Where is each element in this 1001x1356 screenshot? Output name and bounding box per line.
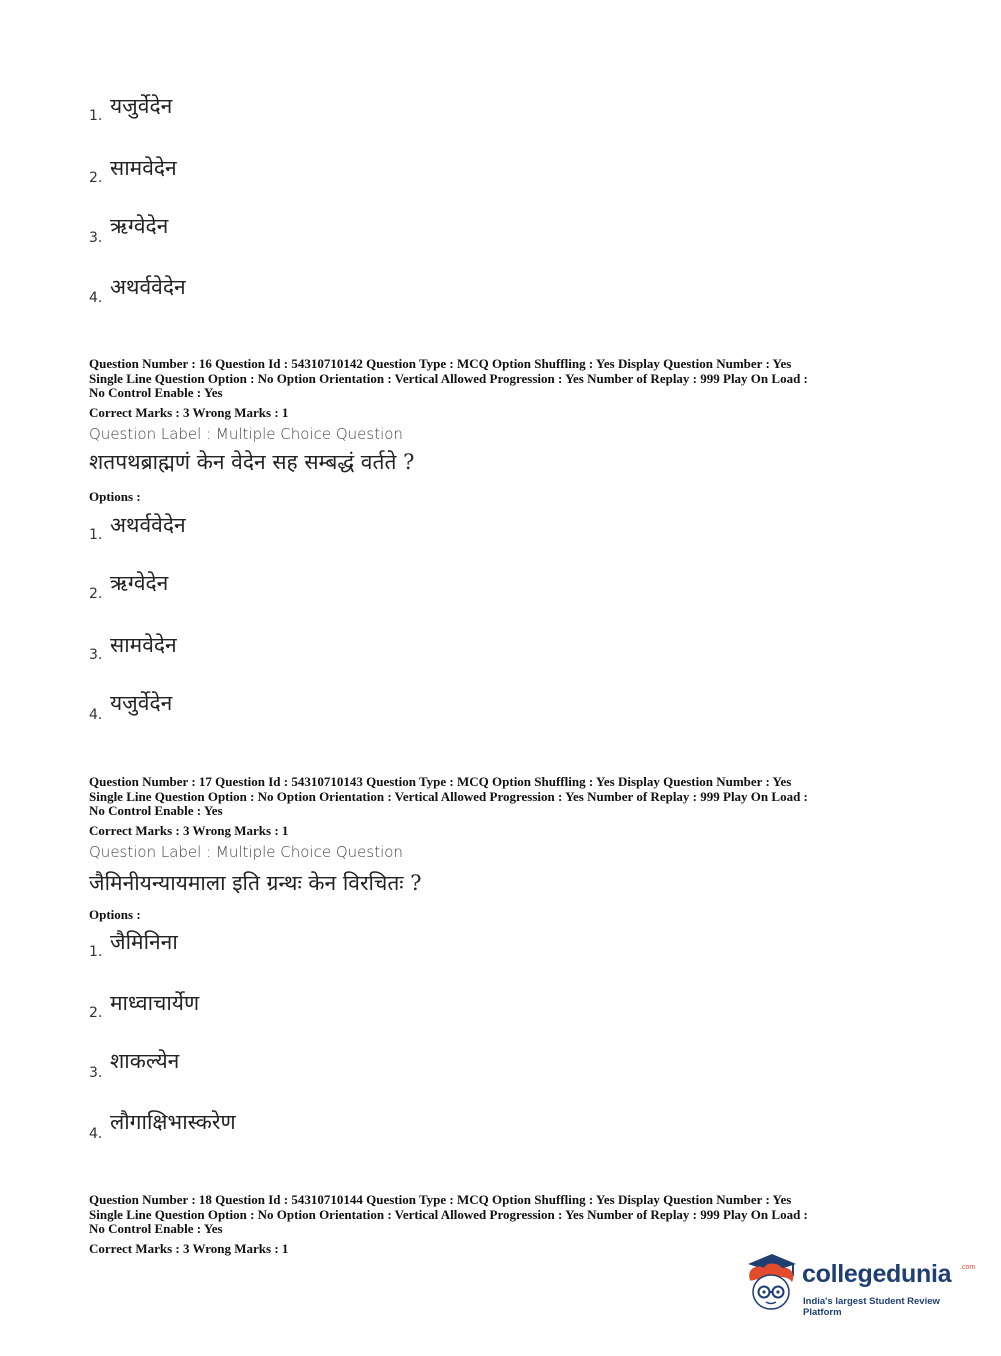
brand-name: collegedunia: [802, 1260, 952, 1288]
option-text: अथर्ववेदेन: [110, 513, 186, 537]
meta-line: No Control Enable : Yes: [89, 385, 223, 400]
option-number: 4.: [89, 290, 103, 306]
brand-suffix: .com: [960, 1264, 976, 1271]
question-18-marks: Correct Marks : 3 Wrong Marks : 1: [89, 1241, 289, 1256]
question-16-text: शतपथब्राह्मणं केन वेदेन सह सम्बद्धं वर्तते ?: [89, 450, 415, 474]
option-text: सामवेदेन: [110, 156, 177, 180]
option-number: 4.: [89, 707, 103, 723]
option-number: 3.: [89, 230, 103, 246]
option-text: अथर्ववेदेन: [110, 275, 186, 299]
meta-line: Single Line Question Option : No Option Orientation : Vertical Allowed Progression : Yes Number of Replay : 999 Play On Load :: [89, 788, 808, 804]
option-number: 2.: [89, 1005, 103, 1021]
question-17-options-heading: Options :: [89, 907, 141, 922]
meta-line: Question Number : 18 Question Id : 54310710144 Question Type : MCQ Option Shuffling : Yes Display Question Number : Yes: [89, 1192, 792, 1207]
option-text: शाकल्येन: [110, 1049, 180, 1073]
question-16-marks: Correct Marks : 3 Wrong Marks : 1: [89, 405, 289, 420]
option-number: 4.: [89, 1126, 103, 1142]
meta-line: No Control Enable : Yes: [89, 803, 223, 818]
meta-line: Single Line Question Option : No Option Orientation : Vertical Allowed Progression : Yes Number of Replay : 999 Play On Load :: [89, 1206, 808, 1222]
question-18-meta: [89, 1193, 919, 1237]
option-number: 2.: [89, 586, 103, 602]
option-number: 1.: [89, 944, 103, 960]
option-text: सामवेदेन: [110, 633, 177, 657]
brand-tagline: India's largest Student Review Platform: [803, 1296, 940, 1318]
option-text: माध्वाचार्येण: [110, 991, 200, 1015]
option-text: यजुर्वेदेन: [110, 691, 173, 715]
question-17-meta: [89, 775, 919, 819]
option-number: 2.: [89, 170, 103, 186]
meta-line: Single Line Question Option : No Option Orientation : Vertical Allowed Progression : Yes Number of Replay : 999 Play On Load :: [89, 370, 808, 386]
option-number: 1.: [89, 108, 103, 124]
option-text: लौगाक्षिभास्करेण: [110, 1110, 236, 1134]
option-text: जैमिनिना: [110, 930, 178, 954]
option-text: ऋग्वेदेन: [110, 214, 169, 238]
option-number: 3.: [89, 1065, 103, 1081]
meta-line: Question Number : 16 Question Id : 54310710142 Question Type : MCQ Option Shuffling : Yes Display Question Number : Yes: [89, 356, 792, 371]
meta-line: Question Number : 17 Question Id : 54310710143 Question Type : MCQ Option Shuffling : Yes Display Question Number : Yes: [89, 774, 792, 789]
question-16-meta: [89, 357, 919, 401]
option-number: 3.: [89, 647, 103, 663]
option-text: ऋग्वेदेन: [110, 571, 169, 595]
question-16-label: Question Label : Multiple Choice Question: [89, 425, 403, 443]
question-17-text: जैमिनीयन्यायमाला इति ग्रन्थः केन विरचितः ?: [89, 871, 422, 895]
option-text: यजुर्वेदेन: [110, 94, 173, 118]
mascot-icon: [742, 1250, 802, 1314]
collegedunia-logo: [742, 1250, 976, 1320]
meta-line: No Control Enable : Yes: [89, 1221, 223, 1236]
option-number: 1.: [89, 527, 103, 543]
question-17-marks: Correct Marks : 3 Wrong Marks : 1: [89, 823, 289, 838]
question-17-label: Question Label : Multiple Choice Question: [89, 843, 403, 861]
question-16-options-heading: Options :: [89, 489, 141, 504]
